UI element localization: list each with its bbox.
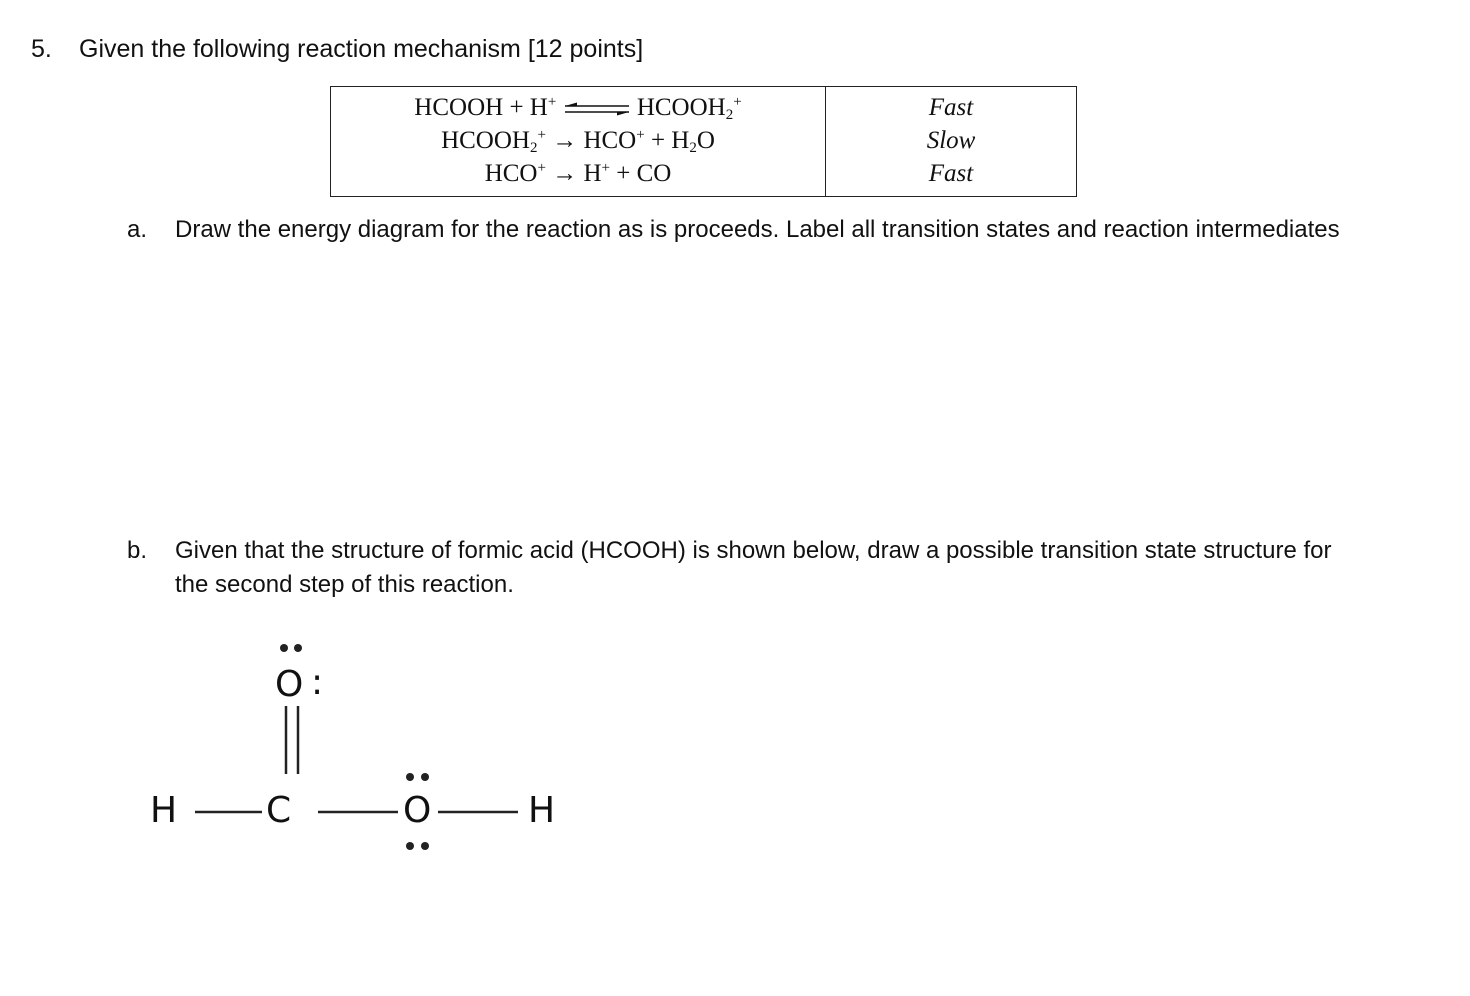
step-1-rate: Fast [928, 94, 974, 121]
step-2-equation: $HCOOH_2^+ \to HCO^+ + H_2O$ [441, 127, 715, 156]
oxygen-atom-hydroxyl: O [403, 790, 432, 831]
equations-cell [331, 87, 826, 197]
rates-cell [826, 87, 1077, 197]
step-1-equation: HCOOH + H+ $HCOOH_2^+$ [414, 94, 742, 123]
question-title: Given the following reaction mechanism [12 points] [79, 35, 644, 63]
part-a-text: Draw the energy diagram for the reaction as is proceeds. Label all transition states and reaction intermediates [175, 216, 1340, 243]
forward-arrow-icon: → [552, 160, 578, 187]
step-3-rate: Fast [928, 160, 974, 187]
mechanism-table [330, 86, 1077, 197]
hydrogen-atom-left: H [150, 790, 178, 831]
lone-pair-colon: : [311, 662, 324, 703]
step-2-rate: Slow [926, 127, 976, 154]
bond-lines [140, 640, 580, 860]
oxygen-atom-carbonyl: O [275, 664, 304, 705]
step-3-equation: HCO+ → H+ + CO [484, 160, 672, 187]
question-number: 5. [31, 35, 52, 63]
hydrogen-atom-right: H [528, 790, 556, 831]
forward-arrow-icon: → [552, 127, 578, 154]
carbon-atom: C [266, 790, 292, 831]
part-b-text: Given that the structure of formic acid (HCOOH) is shown below, draw a possible transition state structure for the second step of this reaction. [175, 537, 1332, 598]
part-b-label: b. [127, 537, 148, 564]
equilibrium-arrow-icon [563, 102, 631, 116]
part-a-label: a. [127, 216, 148, 243]
formic-acid-structure [140, 640, 580, 860]
